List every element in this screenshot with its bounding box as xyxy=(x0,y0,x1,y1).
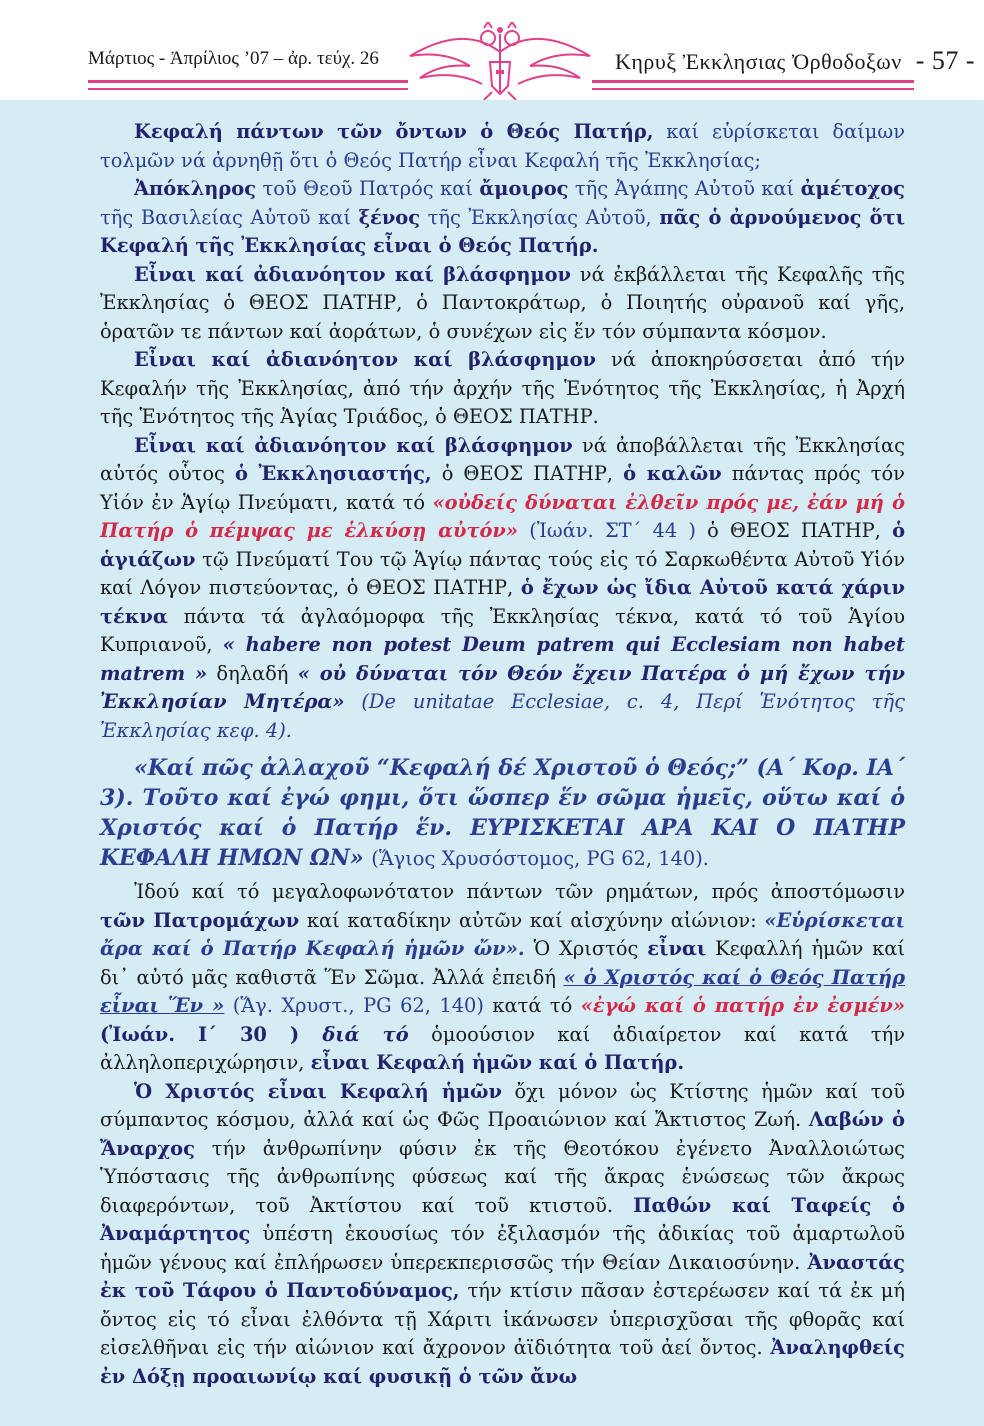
text-run: τήν κτίσιν πᾶσαν ἐστερέωσεν καί τά ἐκ μή ὄντος εἰς τό εἶναι ἐλθόντα τῇ Χάριτι ἱκάνωσεν ὑπερισχῦσαι τῆς φθορᾶς καί εἰσελθῆναι εἰς τήν αἰώνιον καί ἄχρονον ἀϊδιότητα τοῦ ἀεί ὄντος. xyxy=(100,1279,905,1359)
text-run: Ἀπόκληρος xyxy=(134,177,257,200)
text-run: διά τό xyxy=(299,1022,409,1046)
text-run: Ἀναστάς ἐκ τοῦ Τάφου ὁ Παντοδύναμος, xyxy=(100,1250,905,1302)
page-header xyxy=(0,0,984,100)
text-run: « οὐ δύναται τόν Θεόν ἔχειν Πατέρα ὁ μή ἔχων τήν Ἐκκλησίαν Μητέρα» xyxy=(100,661,905,713)
text-run: ὁμοούσιον καί ἀδιαίρετον καί κατά τήν ἀλληλοπεριχώρησιν, xyxy=(100,1022,905,1074)
text-run: Ἰδού καί τό μεγαλοφωνότατον πάντων τῶν ρημάτων, πρός ἀποστόμωσιν xyxy=(134,880,905,903)
text-run: « ὁ Χριστός καί ὁ Θεός Πατήρ εἶναι Ἕν » xyxy=(100,965,906,1017)
text-run: Ὁ Χριστός εἶναι Κεφαλή ἡμῶν xyxy=(134,1079,502,1103)
text-run: πᾶς ὁ ἀρνούμενος ὅτι Κεφαλή τῆς Ἐκκλησίας εἶναι ὁ Θεός Πατήρ. xyxy=(100,205,906,257)
paragraph-group-2 xyxy=(100,878,905,1391)
header-rule-right-thin xyxy=(592,88,914,90)
text-run: ὁ Ἐκκλησιαστής, xyxy=(234,462,432,485)
quote-source: (Ἅγιος Χρυσόστομος, PG 62, 140). xyxy=(371,847,709,870)
text-run: τῶν Πατρομάχων xyxy=(100,908,300,932)
text-run: τῆς Βασιλείας Αὐτοῦ καί xyxy=(100,205,359,229)
paragraph xyxy=(100,346,905,432)
text-run: Ἀναληφθείς ἐν Δόξῃ προαιωνίῳ καί φυσικῇ ὁ τῶν ἄνω xyxy=(100,1336,905,1388)
text-run: (De unitatae Ecclesiae, c. 4, Περί Ἑνότητος τῆς Ἐκκλησίας κεφ. 4). xyxy=(100,690,905,742)
text-run: νά ἀποβάλλεται τῆς Ἐκκλησίας αὐτός οὗτος xyxy=(100,433,905,485)
text-run: (Ἰωάν. ΣΤ΄ 44 ) xyxy=(518,519,696,542)
issue-info: Μάρτιος - Ἀπρίλιος ’07 – ἀρ. τεύχ. 26 xyxy=(88,48,379,69)
text-run: ἄμοιρος xyxy=(479,177,569,200)
text-run: «οὐδείς δύναται ἐλθεῖν πρός με, ἐάν μή ὁ Πατήρ ὁ πέμψας με ἑλκύσῃ αὐτόν» xyxy=(100,490,905,542)
double-headed-eagle-icon xyxy=(404,22,596,100)
text-run: νά ἐκβάλλεται τῆς Κεφαλῆς τῆς Ἐκκλησίας ὁ ΘΕΟΣ ΠΑΤΗΡ, ὁ Παντοκράτωρ, ὁ Ποιητής οὐρανοῦ καί γῆς, ὁρατῶν τε πάντων καί ἀοράτων, ὁ συνέχων εἰς ἕν τόν σύμπαντα κόσμον. xyxy=(100,262,905,343)
text-run: ἀμέτοχος xyxy=(800,177,905,200)
text-run: «ἐγώ καί ὁ πατήρ ἐν ἐσμέν» xyxy=(580,994,906,1017)
text-run: δηλαδή xyxy=(207,661,298,685)
text-run: «Εὑρίσκεται ἄρα καί ὁ Πατήρ Κεφαλή ἡμῶν ὤν». xyxy=(100,908,906,960)
text-run: τῷ Πνεύματί Του τῷ Ἁγίῳ πάντας τούς εἰς τό Σαρκωθέντα Αὐτοῦ Υἱόν καί Λόγον πιστεύοντας, ὁ ΘΕΟΣ ΠΑΤΗΡ, xyxy=(100,547,905,599)
article-body xyxy=(100,118,905,1391)
text-run: Εἶναι καί ἀδιανόητον καί βλάσφημον xyxy=(134,433,573,457)
text-run: ὄχι μόνον ὡς Κτίστης ἡμῶν καί τοῦ σύμπαντος κόσμου, ἀλλά καί ὡς Φῶς Προαιώνιον καί Ἄκτιστος Ζωή. xyxy=(100,1079,905,1131)
text-run: ὁ καλῶν xyxy=(623,462,722,485)
text-run: νά ἀποκηρύσσεται ἀπό τήν Κεφαλήν τῆς Ἐκκλησίας, ἀπό τήν ἀρχήν τῆς Ἑνότητος τῆς Ἐκκλησίας, ἡ Ἀρχή τῆς Ἑνότητος τῆς Ἁγίας Τριάδος, ὁ ΘΕΟΣ ΠΑΤΗΡ. xyxy=(100,348,905,428)
text-run: ὁ ἔχων ὡς ἴδια Αὐτοῦ κατά χάριν τέκνα xyxy=(100,576,905,628)
text-run: καί καταδίκην αὐτῶν καί αἰσχύνην αἰώνιον: xyxy=(299,908,765,932)
text-run: ὁ ΘΕΟΣ ΠΑΤΗΡ, xyxy=(431,462,624,485)
text-run: πάντας πρός τόν Υἱόν ἐν Ἁγίῳ Πνεύματι, κατά τό xyxy=(100,462,905,514)
paragraph xyxy=(100,432,905,746)
text-run: ὁ ΘΕΟΣ ΠΑΤΗΡ, xyxy=(695,519,893,542)
text-run: εἶναι Κεφαλή ἡμῶν καί ὁ Πατήρ. xyxy=(310,1051,685,1074)
header-rule-left xyxy=(88,80,408,83)
paragraph-group-1 xyxy=(100,118,905,745)
header-rule-right xyxy=(592,80,914,83)
text-run: Εἶναι καί ἀδιανόητον καί βλάσφημον xyxy=(134,262,572,286)
paragraph xyxy=(100,175,905,261)
page-number: - 57 - xyxy=(915,46,976,75)
text-run: τῆς Ἐκκλησίας Αὐτοῦ, xyxy=(420,205,660,229)
paragraph xyxy=(100,1078,905,1392)
magazine-title xyxy=(615,46,975,76)
paragraph xyxy=(100,118,905,175)
text-run: κατά τό xyxy=(483,994,581,1017)
text-run: καί εὑρίσκεται δαίμων τολμῶν νά ἀρνηθῇ ὅτι ὁ Θεός Πατήρ εἶναι Κεφαλή τῆς Ἐκκλησίας; xyxy=(100,120,906,172)
paragraph xyxy=(100,878,905,1078)
chrysostom-quote xyxy=(100,753,905,874)
text-run: πάντα τά ἀγλαόμορφα τῆς Ἐκκλησίας τέκνα, κατά τό τοῦ Ἁγίου Κυπριανοῦ, xyxy=(100,604,905,656)
magazine-name: Κηρυξ Ἐκκλησιας Ὀρθοδοξων xyxy=(615,49,902,74)
text-run: τήν ἀνθρωπίνην φύσιν ἐκ τῆς Θεοτόκου ἐγένετο Ἀναλλοιώτως Ὑπόστασις τῆς ἀνθρωπίνης φύσεως καί τῆς ἄκρας ἑνώσεως τῶν ἄκρως διαφερόντων, τοῦ Ἀκτίστου καί τοῦ κτιστοῦ. xyxy=(100,1136,905,1217)
text-run: Κεφαλή πάντων τῶν ὄντων ὁ Θεός Πατήρ, xyxy=(134,120,654,143)
text-run: τῆς Ἀγάπης Αὐτοῦ καί xyxy=(568,177,801,200)
header-rule-left-thin xyxy=(88,88,408,90)
paragraph xyxy=(100,261,905,347)
text-run: « habere non potest Deum patrem qui Ecclesiam non habet matrem » xyxy=(100,633,905,685)
text-run: Ὁ Χριστός xyxy=(524,937,648,960)
text-run: Εἶναι καί ἀδιανόητον καί βλάσφημον xyxy=(134,348,597,371)
text-run: Κεφαλλή ἡμῶν καί δι᾽ αὐτό μᾶς καθιστᾶ Ἕν Σῶμα. Ἀλλά ἐπειδή xyxy=(100,937,905,989)
text-run: εἶναι xyxy=(647,937,707,960)
text-run: ὑπέστη ἑκουσίως τόν ἐξιλασμόν τῆς ἀδικίας τοῦ ἁμαρτωλοῦ ἡμῶν γένους καί ἐπλήρωσεν ὑπερεκπερισσῶς τήν Θείαν Δικαιοσύνην. xyxy=(100,1222,905,1274)
text-run: (Ἅγ. Χρυστ., PG 62, 140) xyxy=(224,994,484,1017)
text-run: τοῦ Θεοῦ Πατρός καί xyxy=(256,177,480,200)
quote-text: «Καί πῶς ἀλλαχοῦ “Κεφαλή δέ Χριστοῦ ὁ Θεός;” (Α΄ Κορ. ΙΑ΄ 3). Τοῦτο καί ἐγώ φημι, ὅτι ὥσπερ ἕν σῶμα ἡμεῖς, οὕτω καί ὁ Χριστός καί ὁ Πατήρ ἕν. ΕΥΡΙΣΚΕΤΑΙ ΑΡΑ ΚΑΙ Ο ΠΑΤΗΡ ΚΕΦΑΛΗ ΗΜΩΝ ΩΝ» xyxy=(100,755,905,871)
text-run: Λαβών ὁ Ἄναρχος xyxy=(100,1108,905,1160)
text-run: (Ἰωάν. Ι΄ 30 ) xyxy=(100,1022,300,1046)
text-run: Παθών καί Ταφείς ὁ Ἀναμάρτητος xyxy=(100,1193,905,1245)
text-run: ὁ ἁγιάζων xyxy=(100,519,905,571)
text-run: ξένος xyxy=(358,205,421,229)
